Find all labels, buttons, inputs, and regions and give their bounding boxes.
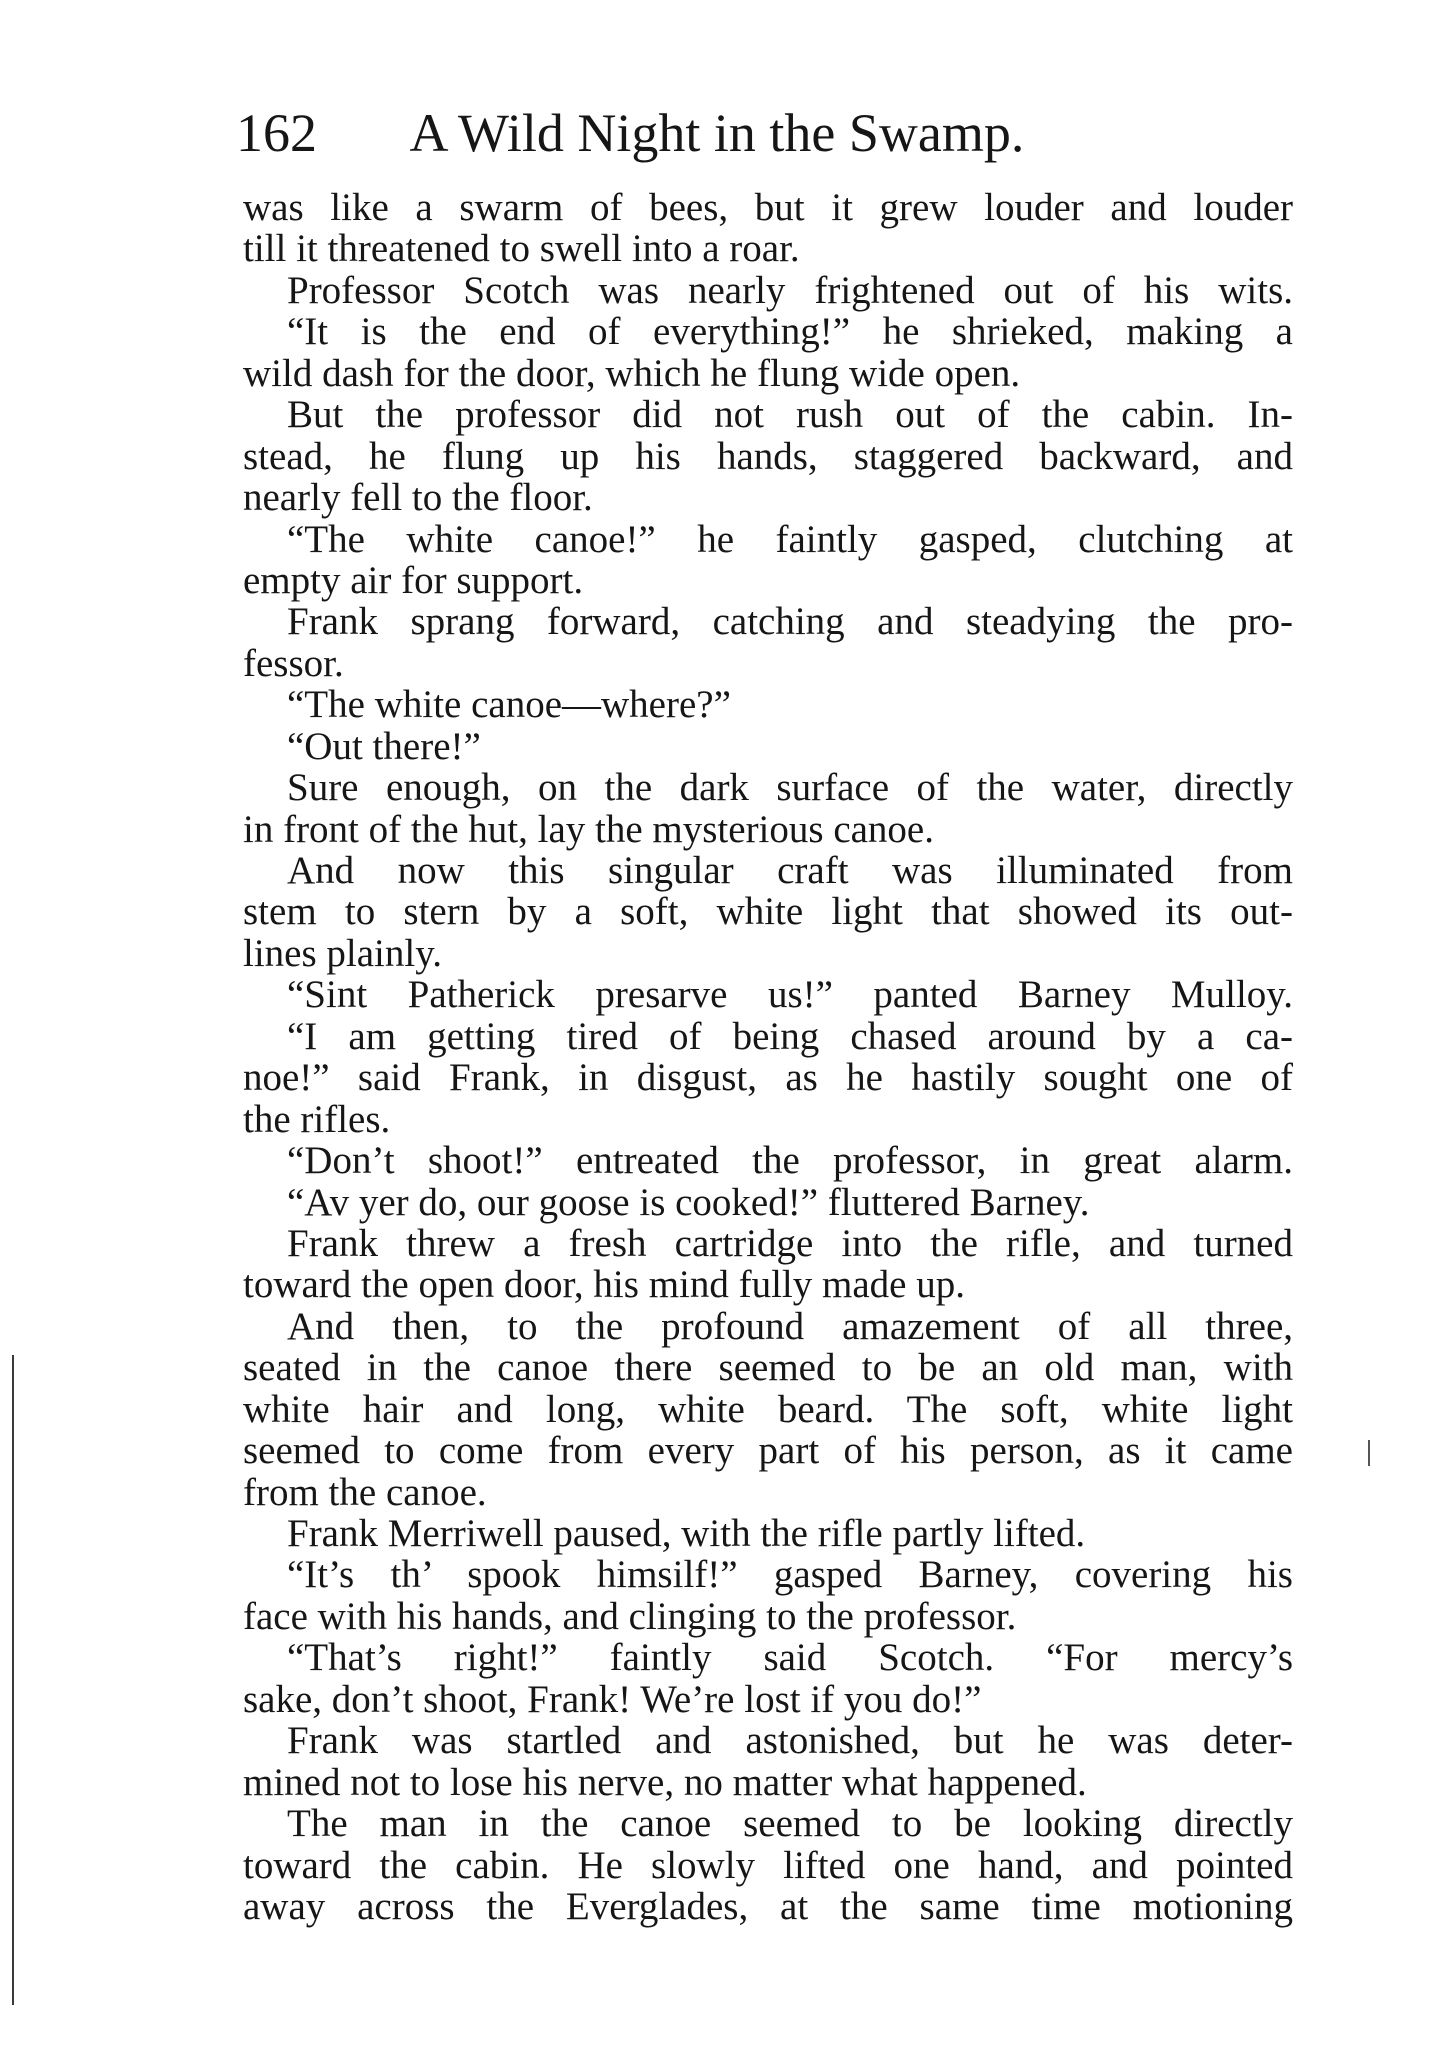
text-line: fessor.	[243, 641, 344, 685]
text-line: toward the cabin. He slowly lifted one hand, and pointed	[243, 1843, 1293, 1887]
text-line: wild dash for the door, which he flung wide open.	[243, 351, 1021, 395]
text-line: “The white canoe!” he faintly gasped, clutching at	[287, 517, 1293, 561]
text-line: “The white canoe—where?”	[287, 683, 731, 727]
text-line: mined not to lose his nerve, no matter what happened.	[243, 1760, 1087, 1804]
text-line: in front of the hut, lay the mysterious canoe.	[243, 807, 934, 851]
text-line: “Out there!”	[287, 724, 481, 768]
text-line: “I am getting tired of being chased around by a ca-	[287, 1014, 1293, 1058]
text-line: seated in the canoe there seemed to be an old man, with	[243, 1346, 1293, 1390]
text-line: Frank Merriwell paused, with the rifle partly lifted.	[287, 1512, 1086, 1555]
text-line: nearly fell to the floor.	[243, 476, 593, 520]
text-line: “It is the end of everything!” he shrieked, making a	[287, 310, 1293, 354]
text-line: But the professor did not rush out of the cabin. In-	[287, 393, 1293, 437]
text-line: Sure enough, on the dark surface of the water, directly	[287, 766, 1293, 810]
text-line: lines plainly.	[243, 931, 442, 975]
text-line: “Don’t shoot!” entreated the professor, in great alarm.	[287, 1139, 1293, 1183]
text-line: “That’s right!” faintly said Scotch. “For mercy’s	[287, 1636, 1293, 1680]
text-line: Frank threw a fresh cartridge into the rifle, and turned	[287, 1221, 1293, 1265]
text-line: Professor Scotch was nearly frightened out of his wits.	[287, 268, 1293, 312]
text-line: And now this singular craft was illuminated from	[287, 849, 1293, 892]
text-line: stead, he flung up his hands, staggered backward, and	[243, 434, 1293, 478]
text-line: toward the open door, his mind fully made up.	[243, 1263, 965, 1307]
text-line: stem to stern by a soft, white light that showed its out-	[243, 890, 1293, 934]
text-line: from the canoe.	[243, 1470, 487, 1514]
running-title: A Wild Night in the Swamp.	[409, 103, 1025, 163]
text-line: “It’s th’ spook himsilf!” gasped Barney, covering his	[287, 1553, 1293, 1597]
stray-mark	[1368, 1440, 1370, 1466]
text-line: The man in the canoe seemed to be looking directly	[287, 1802, 1293, 1846]
text-line: away across the Everglades, at the same time motioning	[243, 1884, 1293, 1928]
text-line: the rifles.	[243, 1097, 391, 1141]
body-text	[243, 187, 1293, 1927]
text-line: Frank was startled and astonished, but he was deter-	[287, 1719, 1293, 1763]
text-line: noe!” said Frank, in disgust, as he hastily sought one of	[243, 1056, 1293, 1100]
margin-rule	[12, 1355, 14, 2005]
page-header	[236, 98, 1286, 168]
text-line: sake, don’t shoot, Frank! We’re lost if you do!”	[243, 1677, 982, 1721]
text-line: till it threatened to swell into a roar.	[243, 227, 800, 271]
page-number: 162	[236, 103, 317, 163]
text-line: was like a swarm of bees, but it grew louder and louder	[243, 186, 1293, 229]
text-line: “Sint Patherick presarve us!” panted Barney Mulloy.	[287, 973, 1293, 1017]
text-line: Frank sprang forward, catching and steadying the pro-	[287, 600, 1293, 644]
text-line: And then, to the profound amazement of all three,	[287, 1304, 1293, 1348]
text-line: face with his hands, and clinging to the professor.	[243, 1594, 1017, 1638]
text-line: white hair and long, white beard. The soft, white light	[243, 1387, 1293, 1431]
text-line: empty air for support.	[243, 558, 584, 602]
text-line: “Av yer do, our goose is cooked!” fluttered Barney.	[287, 1180, 1090, 1224]
text-line: seemed to come from every part of his person, as it came	[243, 1429, 1293, 1473]
